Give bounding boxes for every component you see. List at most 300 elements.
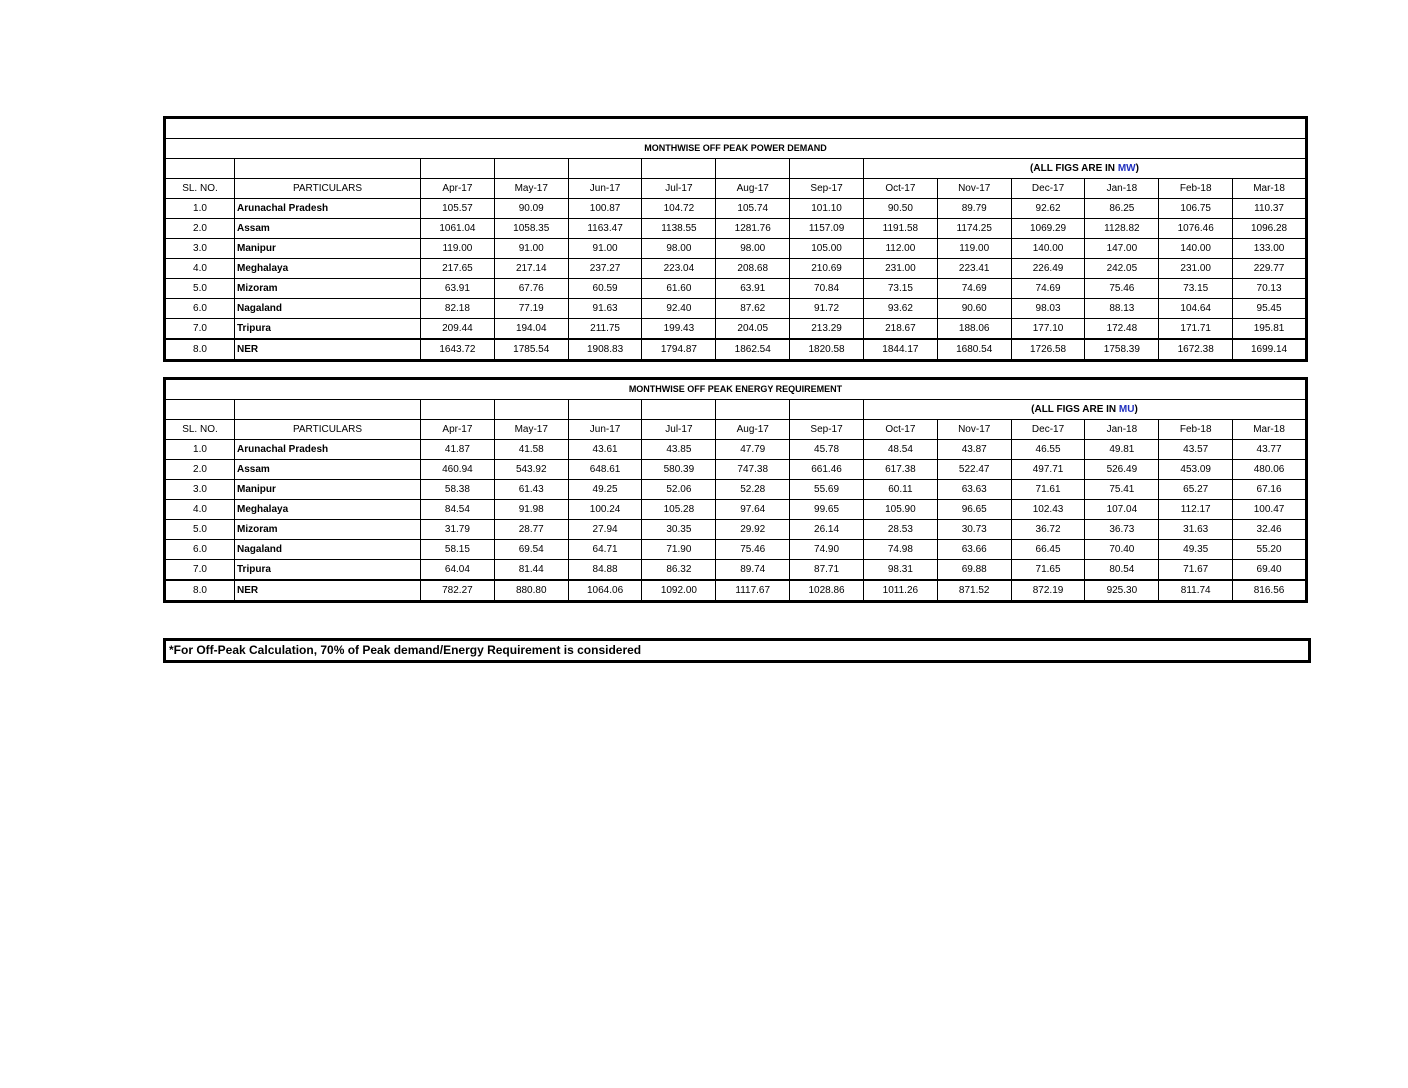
value-cell: 71.67 xyxy=(1159,560,1233,581)
unit-value: MU xyxy=(1118,404,1135,415)
sl-no-cell: 4.0 xyxy=(165,259,235,279)
value-cell: 195.81 xyxy=(1233,319,1307,340)
value-cell: 49.81 xyxy=(1085,440,1159,460)
header-month: May-17 xyxy=(494,179,568,199)
value-cell: 75.46 xyxy=(716,540,790,560)
value-cell: 1058.35 xyxy=(494,219,568,239)
value-cell: 112.00 xyxy=(863,239,937,259)
value-cell: 925.30 xyxy=(1085,580,1159,602)
table-row xyxy=(165,299,1307,319)
value-cell: 199.43 xyxy=(642,319,716,340)
value-cell: 213.29 xyxy=(790,319,864,340)
value-cell: 80.54 xyxy=(1085,560,1159,581)
value-cell: 105.74 xyxy=(716,199,790,219)
value-cell: 1672.38 xyxy=(1159,339,1233,361)
value-cell: 580.39 xyxy=(642,460,716,480)
value-cell: 58.15 xyxy=(421,540,495,560)
sl-no-cell: 5.0 xyxy=(165,520,235,540)
value-cell: 1092.00 xyxy=(642,580,716,602)
value-cell: 747.38 xyxy=(716,460,790,480)
value-cell: 91.63 xyxy=(568,299,642,319)
value-cell: 101.10 xyxy=(790,199,864,219)
value-cell: 106.75 xyxy=(1159,199,1233,219)
value-cell: 63.63 xyxy=(937,480,1011,500)
value-cell: 52.28 xyxy=(716,480,790,500)
header-month: Feb-18 xyxy=(1159,179,1233,199)
table-title-row xyxy=(165,379,1307,400)
particulars-cell: Arunachal Pradesh xyxy=(235,199,421,219)
value-cell: 61.43 xyxy=(494,480,568,500)
particulars-cell: NER xyxy=(235,339,421,361)
header-month: Mar-18 xyxy=(1233,179,1307,199)
value-cell: 1163.47 xyxy=(568,219,642,239)
value-cell: 1820.58 xyxy=(790,339,864,361)
header-month: Jun-17 xyxy=(568,420,642,440)
value-cell: 816.56 xyxy=(1233,580,1307,602)
value-cell: 1011.26 xyxy=(863,580,937,602)
value-cell: 209.44 xyxy=(421,319,495,340)
table-row xyxy=(165,540,1307,560)
value-cell: 69.40 xyxy=(1233,560,1307,581)
unit-row xyxy=(165,400,1307,420)
value-cell: 84.54 xyxy=(421,500,495,520)
blank-cell xyxy=(235,159,421,179)
value-cell: 43.61 xyxy=(568,440,642,460)
value-cell: 74.69 xyxy=(1011,279,1085,299)
column-header-row xyxy=(165,420,1307,440)
value-cell: 102.43 xyxy=(1011,500,1085,520)
value-cell: 58.38 xyxy=(421,480,495,500)
header-month: May-17 xyxy=(494,420,568,440)
value-cell: 1117.67 xyxy=(716,580,790,602)
value-cell: 52.06 xyxy=(642,480,716,500)
value-cell: 1069.29 xyxy=(1011,219,1085,239)
value-cell: 1076.46 xyxy=(1159,219,1233,239)
value-cell: 98.03 xyxy=(1011,299,1085,319)
particulars-cell: Manipur xyxy=(235,480,421,500)
value-cell: 36.73 xyxy=(1085,520,1159,540)
value-cell: 1908.83 xyxy=(568,339,642,361)
value-cell: 43.77 xyxy=(1233,440,1307,460)
value-cell: 60.11 xyxy=(863,480,937,500)
value-cell: 204.05 xyxy=(716,319,790,340)
value-cell: 86.25 xyxy=(1085,199,1159,219)
value-cell: 91.00 xyxy=(494,239,568,259)
footnote: *For Off-Peak Calculation, 70% of Peak demand/Energy Requirement is considered xyxy=(163,638,1311,663)
sl-no-cell: 3.0 xyxy=(165,480,235,500)
value-cell: 871.52 xyxy=(937,580,1011,602)
blank-cell xyxy=(165,159,235,179)
value-cell: 92.40 xyxy=(642,299,716,319)
value-cell: 67.76 xyxy=(494,279,568,299)
header-month: Jul-17 xyxy=(642,179,716,199)
value-cell: 75.41 xyxy=(1085,480,1159,500)
value-cell: 91.00 xyxy=(568,239,642,259)
header-month: Oct-17 xyxy=(863,179,937,199)
value-cell: 95.45 xyxy=(1233,299,1307,319)
value-cell: 89.74 xyxy=(716,560,790,581)
unit-note xyxy=(863,400,1306,420)
value-cell: 177.10 xyxy=(1011,319,1085,340)
value-cell: 90.60 xyxy=(937,299,1011,319)
value-cell: 28.77 xyxy=(494,520,568,540)
value-cell: 237.27 xyxy=(568,259,642,279)
particulars-cell: Nagaland xyxy=(235,540,421,560)
value-cell: 91.72 xyxy=(790,299,864,319)
blank-cell xyxy=(642,400,716,420)
blank-header-row xyxy=(165,118,1307,139)
value-cell: 82.18 xyxy=(421,299,495,319)
value-cell: 100.87 xyxy=(568,199,642,219)
sl-no-cell: 3.0 xyxy=(165,239,235,259)
value-cell: 63.91 xyxy=(421,279,495,299)
particulars-cell: Tripura xyxy=(235,560,421,581)
value-cell: 112.17 xyxy=(1159,500,1233,520)
table-row xyxy=(165,460,1307,480)
sl-no-cell: 7.0 xyxy=(165,319,235,340)
header-month: Sep-17 xyxy=(790,179,864,199)
value-cell: 107.04 xyxy=(1085,500,1159,520)
sl-no-cell: 4.0 xyxy=(165,500,235,520)
table-row xyxy=(165,560,1307,581)
header-month: Apr-17 xyxy=(421,420,495,440)
blank-cell xyxy=(421,400,495,420)
header-month: Jul-17 xyxy=(642,420,716,440)
value-cell: 63.66 xyxy=(937,540,1011,560)
sl-no-cell: 6.0 xyxy=(165,540,235,560)
value-cell: 223.04 xyxy=(642,259,716,279)
value-cell: 71.61 xyxy=(1011,480,1085,500)
table-row xyxy=(165,440,1307,460)
particulars-cell: Mizoram xyxy=(235,520,421,540)
value-cell: 211.75 xyxy=(568,319,642,340)
value-cell: 26.14 xyxy=(790,520,864,540)
blank-cell xyxy=(494,400,568,420)
value-cell: 480.06 xyxy=(1233,460,1307,480)
value-cell: 140.00 xyxy=(1011,239,1085,259)
header-month: Nov-17 xyxy=(937,179,1011,199)
value-cell: 88.13 xyxy=(1085,299,1159,319)
header-month: Dec-17 xyxy=(1011,179,1085,199)
value-cell: 119.00 xyxy=(421,239,495,259)
table-row xyxy=(165,219,1307,239)
value-cell: 48.54 xyxy=(863,440,937,460)
header-month: Feb-18 xyxy=(1159,420,1233,440)
value-cell: 73.15 xyxy=(1159,279,1233,299)
value-cell: 91.98 xyxy=(494,500,568,520)
sl-no-cell: 8.0 xyxy=(165,339,235,361)
value-cell: 43.57 xyxy=(1159,440,1233,460)
sl-no-cell: 1.0 xyxy=(165,199,235,219)
value-cell: 31.79 xyxy=(421,520,495,540)
value-cell: 98.31 xyxy=(863,560,937,581)
value-cell: 218.67 xyxy=(863,319,937,340)
value-cell: 210.69 xyxy=(790,259,864,279)
header-particulars: PARTICULARS xyxy=(235,179,421,199)
value-cell: 1794.87 xyxy=(642,339,716,361)
value-cell: 63.91 xyxy=(716,279,790,299)
value-cell: 119.00 xyxy=(937,239,1011,259)
value-cell: 172.48 xyxy=(1085,319,1159,340)
header-month: Dec-17 xyxy=(1011,420,1085,440)
table-row xyxy=(165,480,1307,500)
value-cell: 526.49 xyxy=(1085,460,1159,480)
value-cell: 55.20 xyxy=(1233,540,1307,560)
value-cell: 66.45 xyxy=(1011,540,1085,560)
header-month: Nov-17 xyxy=(937,420,1011,440)
value-cell: 70.40 xyxy=(1085,540,1159,560)
sl-no-cell: 1.0 xyxy=(165,440,235,460)
table-row xyxy=(165,319,1307,340)
value-cell: 217.14 xyxy=(494,259,568,279)
value-cell: 217.65 xyxy=(421,259,495,279)
value-cell: 74.69 xyxy=(937,279,1011,299)
value-cell: 87.71 xyxy=(790,560,864,581)
value-cell: 231.00 xyxy=(1159,259,1233,279)
value-cell: 61.60 xyxy=(642,279,716,299)
value-cell: 231.00 xyxy=(863,259,937,279)
value-cell: 69.88 xyxy=(937,560,1011,581)
value-cell: 617.38 xyxy=(863,460,937,480)
value-cell: 872.19 xyxy=(1011,580,1085,602)
value-cell: 140.00 xyxy=(1159,239,1233,259)
header-month: Jan-18 xyxy=(1085,420,1159,440)
value-cell: 104.72 xyxy=(642,199,716,219)
particulars-cell: Nagaland xyxy=(235,299,421,319)
header-particulars: PARTICULARS xyxy=(235,420,421,440)
value-cell: 188.06 xyxy=(937,319,1011,340)
value-cell: 1138.55 xyxy=(642,219,716,239)
value-cell: 64.04 xyxy=(421,560,495,581)
value-cell: 782.27 xyxy=(421,580,495,602)
header-month: Mar-18 xyxy=(1233,420,1307,440)
value-cell: 1699.14 xyxy=(1233,339,1307,361)
particulars-cell: Meghalaya xyxy=(235,500,421,520)
value-cell: 98.00 xyxy=(642,239,716,259)
value-cell: 100.47 xyxy=(1233,500,1307,520)
unit-value: MW xyxy=(1117,163,1136,174)
value-cell: 47.79 xyxy=(716,440,790,460)
value-cell: 229.77 xyxy=(1233,259,1307,279)
value-cell: 77.19 xyxy=(494,299,568,319)
value-cell: 1096.28 xyxy=(1233,219,1307,239)
particulars-cell: Manipur xyxy=(235,239,421,259)
unit-row xyxy=(165,159,1307,179)
value-cell: 1726.58 xyxy=(1011,339,1085,361)
particulars-cell: Arunachal Pradesh xyxy=(235,440,421,460)
value-cell: 208.68 xyxy=(716,259,790,279)
table-row xyxy=(165,339,1307,361)
unit-suffix: ) xyxy=(1135,163,1139,174)
value-cell: 73.15 xyxy=(863,279,937,299)
unit-prefix: (ALL FIGS ARE IN xyxy=(1030,163,1118,174)
value-cell: 92.62 xyxy=(1011,199,1085,219)
value-cell: 1844.17 xyxy=(863,339,937,361)
value-cell: 99.65 xyxy=(790,500,864,520)
header-sl-no: SL. NO. xyxy=(165,420,235,440)
sl-no-cell: 6.0 xyxy=(165,299,235,319)
header-month: Jun-17 xyxy=(568,179,642,199)
value-cell: 81.44 xyxy=(494,560,568,581)
header-month: Sep-17 xyxy=(790,420,864,440)
value-cell: 1157.09 xyxy=(790,219,864,239)
particulars-cell: NER xyxy=(235,580,421,602)
value-cell: 75.46 xyxy=(1085,279,1159,299)
value-cell: 65.27 xyxy=(1159,480,1233,500)
value-cell: 67.16 xyxy=(1233,480,1307,500)
blank-cell xyxy=(568,400,642,420)
value-cell: 43.87 xyxy=(937,440,1011,460)
sl-no-cell: 2.0 xyxy=(165,219,235,239)
value-cell: 45.78 xyxy=(790,440,864,460)
value-cell: 41.87 xyxy=(421,440,495,460)
unit-note xyxy=(863,159,1306,179)
value-cell: 661.46 xyxy=(790,460,864,480)
particulars-cell: Mizoram xyxy=(235,279,421,299)
value-cell: 543.92 xyxy=(494,460,568,480)
blank-cell xyxy=(165,118,1307,139)
header-month: Oct-17 xyxy=(863,420,937,440)
value-cell: 74.90 xyxy=(790,540,864,560)
value-cell: 194.04 xyxy=(494,319,568,340)
value-cell: 69.54 xyxy=(494,540,568,560)
value-cell: 171.71 xyxy=(1159,319,1233,340)
value-cell: 28.53 xyxy=(863,520,937,540)
value-cell: 29.92 xyxy=(716,520,790,540)
value-cell: 93.62 xyxy=(863,299,937,319)
value-cell: 1281.76 xyxy=(716,219,790,239)
table-title-row xyxy=(165,139,1307,159)
value-cell: 1028.86 xyxy=(790,580,864,602)
value-cell: 64.71 xyxy=(568,540,642,560)
table-row xyxy=(165,580,1307,602)
value-cell: 43.85 xyxy=(642,440,716,460)
header-sl-no: SL. NO. xyxy=(165,179,235,199)
value-cell: 71.65 xyxy=(1011,560,1085,581)
value-cell: 31.63 xyxy=(1159,520,1233,540)
value-cell: 226.49 xyxy=(1011,259,1085,279)
blank-cell xyxy=(235,400,421,420)
value-cell: 105.00 xyxy=(790,239,864,259)
value-cell: 74.98 xyxy=(863,540,937,560)
table-row xyxy=(165,199,1307,219)
off-peak-energy-requirement-table xyxy=(163,377,1308,603)
value-cell: 70.84 xyxy=(790,279,864,299)
value-cell: 522.47 xyxy=(937,460,1011,480)
table-row xyxy=(165,520,1307,540)
value-cell: 242.05 xyxy=(1085,259,1159,279)
value-cell: 98.00 xyxy=(716,239,790,259)
value-cell: 36.72 xyxy=(1011,520,1085,540)
blank-cell xyxy=(790,159,864,179)
value-cell: 84.88 xyxy=(568,560,642,581)
blank-cell xyxy=(642,159,716,179)
value-cell: 105.57 xyxy=(421,199,495,219)
value-cell: 1064.06 xyxy=(568,580,642,602)
header-month: Aug-17 xyxy=(716,179,790,199)
sl-no-cell: 2.0 xyxy=(165,460,235,480)
blank-cell xyxy=(421,159,495,179)
value-cell: 97.64 xyxy=(716,500,790,520)
value-cell: 49.35 xyxy=(1159,540,1233,560)
value-cell: 460.94 xyxy=(421,460,495,480)
table-title: MONTHWISE OFF PEAK ENERGY REQUIREMENT xyxy=(165,379,1307,400)
value-cell: 60.59 xyxy=(568,279,642,299)
particulars-cell: Assam xyxy=(235,219,421,239)
off-peak-power-demand-table xyxy=(163,116,1308,362)
value-cell: 100.24 xyxy=(568,500,642,520)
value-cell: 223.41 xyxy=(937,259,1011,279)
sl-no-cell: 7.0 xyxy=(165,560,235,581)
table-row xyxy=(165,279,1307,299)
column-header-row xyxy=(165,179,1307,199)
value-cell: 1643.72 xyxy=(421,339,495,361)
value-cell: 1128.82 xyxy=(1085,219,1159,239)
value-cell: 880.80 xyxy=(494,580,568,602)
unit-suffix: ) xyxy=(1134,404,1138,415)
value-cell: 1191.58 xyxy=(863,219,937,239)
value-cell: 89.79 xyxy=(937,199,1011,219)
particulars-cell: Tripura xyxy=(235,319,421,340)
table-title: MONTHWISE OFF PEAK POWER DEMAND xyxy=(165,139,1307,159)
table-row xyxy=(165,239,1307,259)
value-cell: 497.71 xyxy=(1011,460,1085,480)
value-cell: 87.62 xyxy=(716,299,790,319)
value-cell: 86.32 xyxy=(642,560,716,581)
blank-cell xyxy=(165,400,235,420)
value-cell: 147.00 xyxy=(1085,239,1159,259)
value-cell: 90.09 xyxy=(494,199,568,219)
value-cell: 1862.54 xyxy=(716,339,790,361)
blank-cell xyxy=(568,159,642,179)
value-cell: 110.37 xyxy=(1233,199,1307,219)
header-month: Jan-18 xyxy=(1085,179,1159,199)
value-cell: 27.94 xyxy=(568,520,642,540)
particulars-cell: Meghalaya xyxy=(235,259,421,279)
value-cell: 453.09 xyxy=(1159,460,1233,480)
value-cell: 71.90 xyxy=(642,540,716,560)
value-cell: 30.73 xyxy=(937,520,1011,540)
value-cell: 133.00 xyxy=(1233,239,1307,259)
value-cell: 70.13 xyxy=(1233,279,1307,299)
value-cell: 1758.39 xyxy=(1085,339,1159,361)
value-cell: 32.46 xyxy=(1233,520,1307,540)
blank-cell xyxy=(716,400,790,420)
value-cell: 55.69 xyxy=(790,480,864,500)
table-row xyxy=(165,500,1307,520)
value-cell: 811.74 xyxy=(1159,580,1233,602)
value-cell: 648.61 xyxy=(568,460,642,480)
blank-cell xyxy=(790,400,864,420)
particulars-cell: Assam xyxy=(235,460,421,480)
value-cell: 1680.54 xyxy=(937,339,1011,361)
value-cell: 105.28 xyxy=(642,500,716,520)
value-cell: 90.50 xyxy=(863,199,937,219)
blank-cell xyxy=(494,159,568,179)
value-cell: 49.25 xyxy=(568,480,642,500)
header-month: Aug-17 xyxy=(716,420,790,440)
value-cell: 30.35 xyxy=(642,520,716,540)
header-month: Apr-17 xyxy=(421,179,495,199)
value-cell: 104.64 xyxy=(1159,299,1233,319)
sl-no-cell: 8.0 xyxy=(165,580,235,602)
value-cell: 105.90 xyxy=(863,500,937,520)
value-cell: 1785.54 xyxy=(494,339,568,361)
unit-prefix: (ALL FIGS ARE IN xyxy=(1031,404,1119,415)
value-cell: 46.55 xyxy=(1011,440,1085,460)
table-row xyxy=(165,259,1307,279)
blank-cell xyxy=(716,159,790,179)
